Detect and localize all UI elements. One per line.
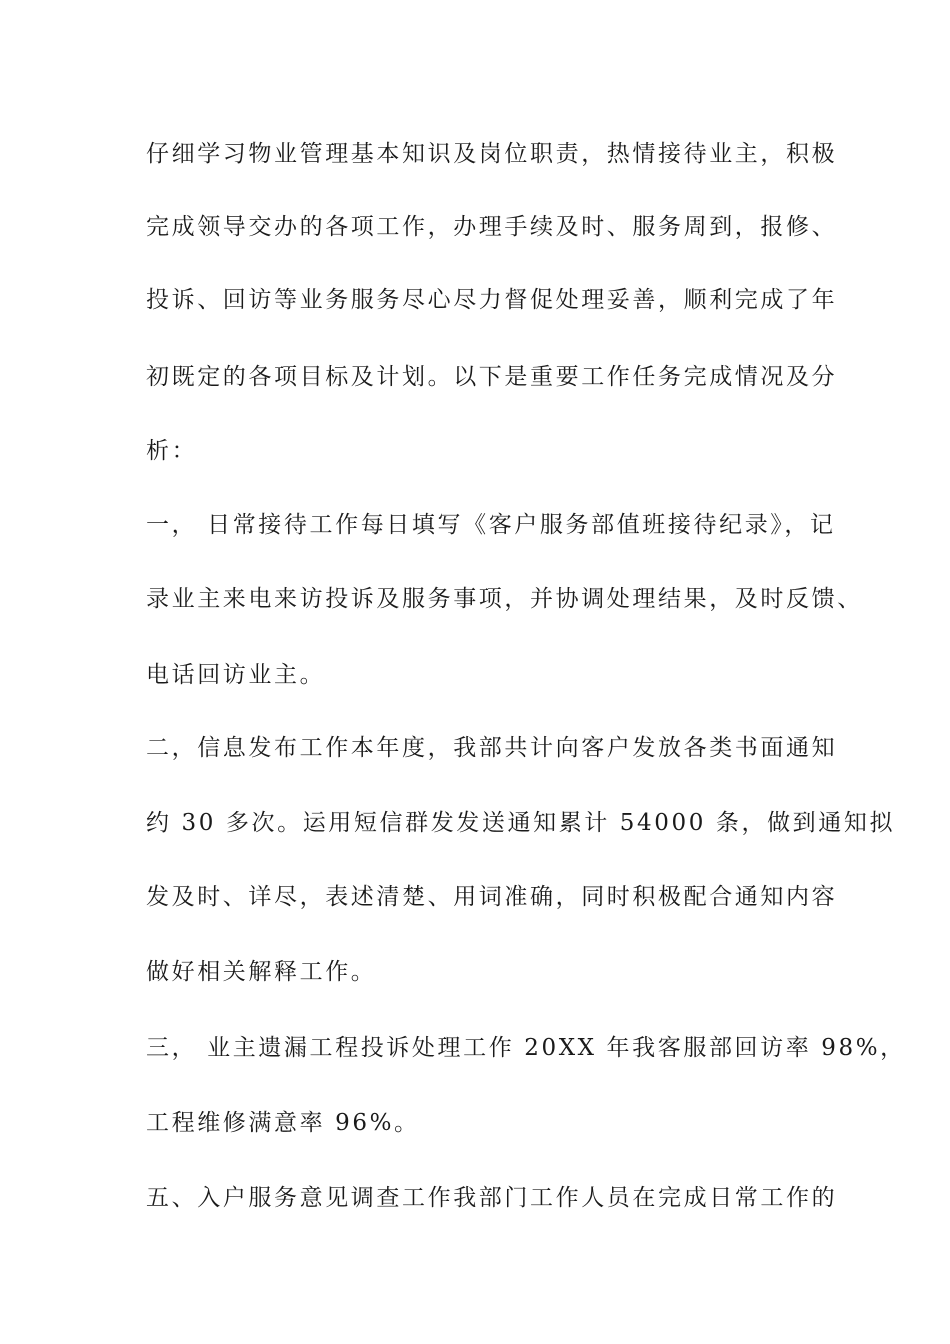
text-line: 电话回访业主。 bbox=[146, 662, 326, 688]
text-line: 二，信息发布工作本年度，我部共计向客户发放各类书面通知 bbox=[146, 735, 838, 761]
text-line: 做好相关解释工作。 bbox=[146, 959, 377, 985]
text-line: 初既定的各项目标及计划。以下是重要工作任务完成情况及分 bbox=[146, 364, 838, 390]
text-line: 工程维修满意率 96%。 bbox=[146, 1110, 420, 1136]
text-line: 析： bbox=[146, 438, 198, 464]
text-line: 三， 业主遗漏工程投诉处理工作 20XX 年我客服部回访率 98%， bbox=[146, 1035, 906, 1061]
text-line: 投诉、回访等业务服务尽心尽力督促处理妥善，顺利完成了年 bbox=[146, 287, 838, 313]
text-line: 发及时、详尽，表述清楚、用词准确，同时积极配合通知内容 bbox=[146, 884, 838, 910]
text-line: 仔细学习物业管理基本知识及岗位职责，热情接待业主，积极 bbox=[146, 141, 838, 167]
text-line: 录业主来电来访投诉及服务事项，并协调处理结果，及时反馈、 bbox=[146, 586, 863, 612]
text-line: 五、入户服务意见调查工作我部门工作人员在完成日常工作的 bbox=[146, 1185, 838, 1211]
text-line: 一， 日常接待工作每日填写《客户服务部值班接待纪录》，记 bbox=[146, 512, 836, 538]
text-line: 完成领导交办的各项工作，办理手续及时、服务周到，报修、 bbox=[146, 214, 838, 240]
text-line: 约 30 多次。运用短信群发发送通知累计 54000 条，做到通知拟 bbox=[146, 810, 896, 836]
